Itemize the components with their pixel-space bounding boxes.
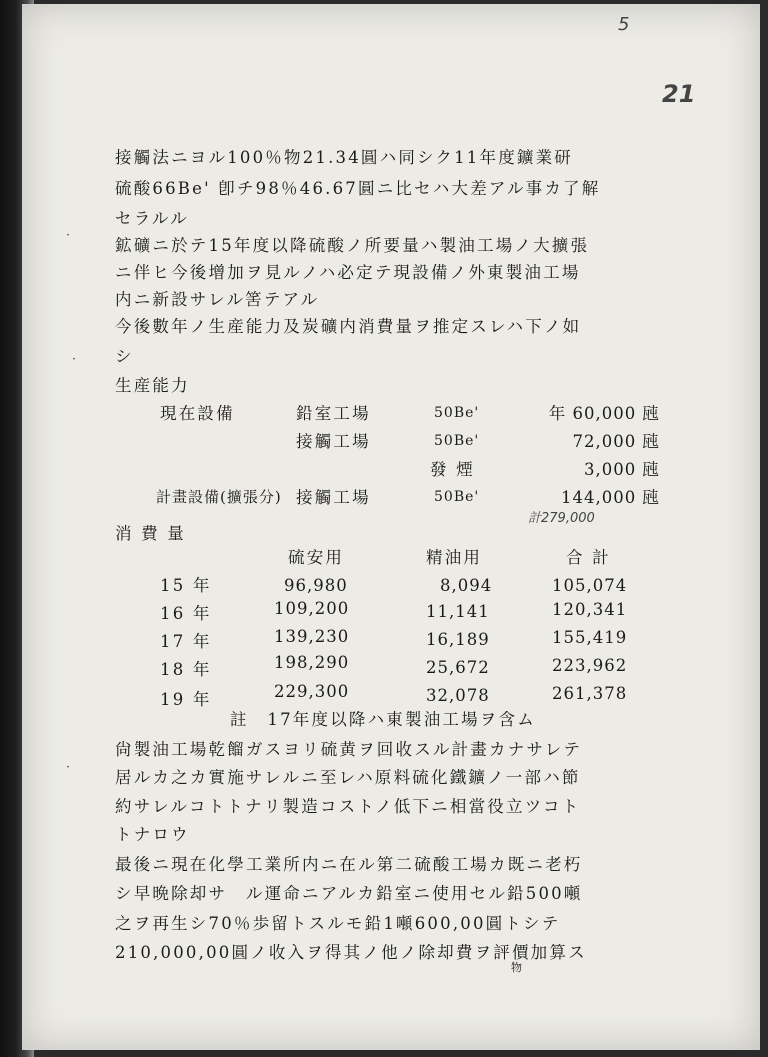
consumption-c: 155,419	[552, 628, 628, 647]
consumption-b: 11,141	[426, 602, 490, 621]
paragraph-4-line-2: シ早晩除却サ ル運命ニアルカ鉛室ニ使用セル鉛500噸	[115, 884, 583, 903]
paragraph-3-line-4: トナロウ	[115, 825, 190, 844]
consumption-b: 32,078	[426, 686, 490, 705]
production-plant: 接觸工場	[296, 432, 371, 451]
paragraph-4-line-3: 之ヲ再生シ70％歩留トスルモ鉛1噸600,00圓トシテ	[115, 914, 561, 933]
paragraph-3-line-3: 約サレルコトトナリ製造コストノ低下ニ相當役立ツコト	[115, 797, 581, 816]
consumption-b: 8,094	[440, 576, 493, 595]
consumption-c: 120,341	[552, 600, 628, 619]
consumption-year: 17 年	[160, 632, 212, 651]
consumption-a: 109,200	[274, 599, 350, 618]
production-value: 3,000 瓲	[584, 460, 660, 479]
paragraph-2-line-4: 今後數年ノ生産能力及炭礦内消費量ヲ推定スレハ下ノ如	[115, 317, 582, 336]
production-conc: 50Be'	[434, 489, 480, 505]
production-label-planned: 計畫設備(擴張分)	[156, 488, 282, 506]
page-number: 21	[662, 80, 696, 108]
paragraph-3-line-2: 居ルカ之カ實施サレルニ至レハ原料硫化鐵鑛ノ一部ハ節	[115, 768, 581, 787]
production-plant: 鉛室工場	[296, 404, 371, 423]
consumption-b: 16,189	[426, 630, 490, 649]
production-label-current: 現在設備	[160, 404, 235, 423]
section-title-consumption: 消 費 量	[115, 524, 186, 543]
handwritten-total-note: 計279,000	[528, 511, 595, 526]
paragraph-4-line-1: 最後ニ現在化學工業所内ニ在ル第二硫酸工場カ既ニ老朽	[115, 855, 583, 874]
consumption-year: 16 年	[160, 604, 212, 623]
consumption-year: 18 年	[160, 660, 212, 679]
margin-mark: ·	[72, 352, 77, 367]
margin-mark: ·	[66, 760, 71, 775]
consumption-a: 139,230	[274, 627, 350, 646]
production-conc: 50Be'	[434, 405, 480, 421]
consumption-a: 229,300	[274, 682, 350, 701]
consumption-header-c: 合 計	[566, 548, 611, 567]
section-title-production: 生産能力	[115, 376, 190, 395]
consumption-a: 96,980	[284, 576, 348, 595]
production-conc: 50Be'	[434, 433, 480, 449]
paragraph-2-line-5: シ	[115, 347, 134, 366]
paragraph-2-line-1: 鉱礦ニ於テ15年度以降硫酸ノ所要量ハ製油工場ノ大擴張	[115, 236, 590, 255]
paragraph-3-line-1: 尙製油工場乾餾ガスヨリ硫黄ヲ回收スル計畫カナサレテ	[115, 740, 583, 759]
production-value: 72,000 瓲	[572, 432, 660, 451]
paragraph-4-line-4: 210,000,00圓ノ收入ヲ得其ノ他ノ除却費ヲ評價加算ス	[115, 943, 587, 962]
consumption-b: 25,672	[426, 658, 490, 677]
paragraph-2-line-3: 内ニ新設サレル筈テアル	[115, 290, 320, 309]
paragraph-1-line-1: 接觸法ニヨル100％物21.34圓ハ同シク11年度鑛業研	[115, 148, 573, 167]
production-value: 年 60,000 瓲	[548, 404, 660, 423]
consumption-c: 261,378	[552, 684, 628, 703]
production-value: 144,000 瓲	[561, 488, 660, 507]
consumption-year: 15 年	[160, 576, 212, 595]
consumption-header-b: 精油用	[426, 548, 483, 567]
paragraph-1-line-3: セラルル	[115, 209, 189, 228]
consumption-c: 105,074	[552, 576, 628, 595]
consumption-header-a: 硫安用	[288, 548, 345, 567]
page-mark-small: 5	[618, 14, 630, 35]
margin-mark: ·	[66, 228, 71, 243]
consumption-a: 198,290	[274, 653, 350, 672]
annotation-small-char: 物	[511, 961, 525, 974]
consumption-year: 19 年	[160, 690, 212, 709]
table-note: 註 17年度以降ハ東製油工場ヲ含ム	[230, 710, 536, 729]
production-plant: 發 煙	[430, 460, 475, 479]
production-plant: 接觸工場	[296, 488, 371, 507]
paragraph-2-line-2: ニ伴ヒ今後增加ヲ見ルノハ必定テ現設備ノ外東製油工場	[115, 263, 581, 282]
consumption-c: 223,962	[552, 656, 628, 675]
paragraph-1-line-2: 硫酸66Be' 卽チ98％46.67圓ニ比セハ大差アル事カ了解	[115, 179, 601, 198]
